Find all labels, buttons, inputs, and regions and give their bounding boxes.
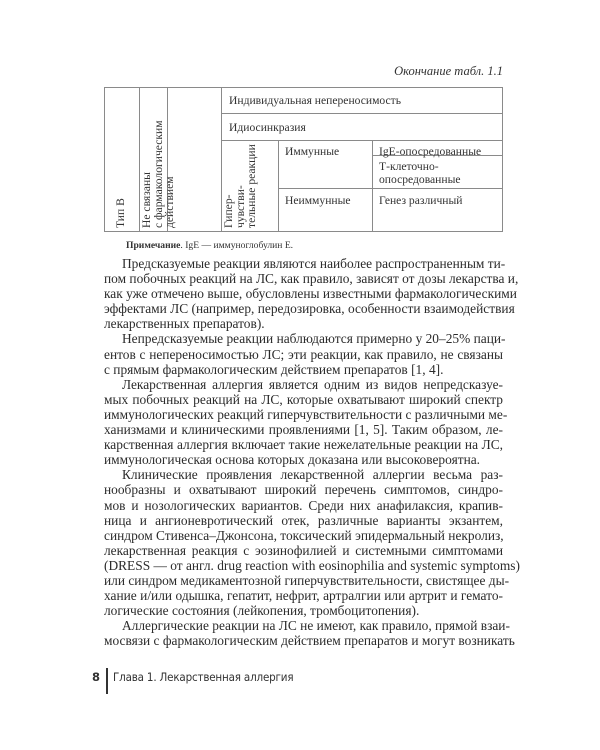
text-line: иммунологических реакций гиперчувствительности с различными ме- bbox=[104, 406, 508, 422]
text-line: Аллергические реакции на ЛС не имеют, как правило, прямой взаи- bbox=[122, 618, 510, 634]
immune-cell: Иммунные bbox=[285, 145, 340, 158]
text-line: логические состояния (лейкопения, тромбоцитопения). bbox=[104, 603, 420, 619]
type-b-label: Тип В bbox=[114, 198, 127, 228]
t-cell-mediated-cell: Т-клеточно- опосредованные bbox=[379, 160, 461, 186]
text-line: нообразны и охватывают широкий перечень симптомов, синдро- bbox=[104, 482, 503, 498]
text-line: мов и нозологических вариантов. Среди них анафилаксия, крапив- bbox=[104, 497, 503, 513]
ige-mediated-cell: IgE-опосредованные bbox=[379, 145, 482, 158]
page-number: 8 bbox=[92, 670, 101, 684]
text-line: карственная аллергия включает такие нежелательные реакции на ЛС, bbox=[104, 437, 503, 453]
text-line: или синдром медикаментозной гиперчувствительности, свистящее ды- bbox=[104, 572, 510, 588]
body-text bbox=[104, 256, 520, 649]
paragraph bbox=[104, 376, 508, 468]
text-line: синдром Стивенса–Джонсона, токсический эпидермальный некролиз, bbox=[104, 527, 504, 543]
text-line: мых побочных реакций на ЛС, которые охватывают широкий спектр bbox=[104, 391, 503, 407]
genesis-various-cell: Генез различный bbox=[379, 194, 463, 207]
text-line: пом побочных реакций на ЛС, как правило, зависят от дозы лекарства и, bbox=[104, 271, 519, 287]
text-line: Клинические проявления лекарственной аллергии весьма раз- bbox=[122, 467, 503, 483]
table-divider bbox=[221, 113, 502, 114]
text-line: как уже отмечено выше, обусловлены известными фармакологическими bbox=[104, 286, 517, 302]
paragraph bbox=[104, 256, 519, 332]
text-line: ханизмами и клиническими проявлениями [1, 5]. Таким образом, ле- bbox=[104, 422, 503, 438]
chapter-title: Глава 1. Лекарственная аллергия bbox=[112, 670, 293, 684]
individual-intolerance-cell: Индивидуальная непереносимость bbox=[229, 94, 402, 107]
text-line: (DRESS — от англ. drug reaction with eosinophilia and systemic symptoms) bbox=[104, 557, 520, 573]
hypersensitivity-label: Гипер- чувстви- тельные реакции bbox=[222, 144, 258, 228]
text-line: хание и/или одышка, гепатит, нефрит, артралгии или артрит и гемато- bbox=[104, 588, 503, 604]
paragraph bbox=[104, 331, 506, 377]
text-line: Предсказуемые реакции являются наиболее распространенным ти- bbox=[122, 256, 506, 271]
paragraph bbox=[104, 467, 520, 619]
text-line: с прямым фармакологическим действием препаратов [1, 4]. bbox=[104, 361, 444, 377]
classification-table bbox=[104, 87, 503, 232]
text-line: ница и ангионевротический отек, различные варианты экзантем, bbox=[104, 512, 503, 528]
text-line: ентов с непереносимостью ЛС; эти реакции, как правило, не связаны bbox=[104, 346, 503, 362]
text-line: лекарственная реакция с эозинофилией и системными симптомами bbox=[104, 542, 503, 558]
table-divider bbox=[221, 140, 502, 141]
text-line: эффектами ЛС (например, передозировка, особенности взаимодействия bbox=[104, 301, 515, 317]
text-line: Лекарственная аллергия является одним из видов непредсказуе- bbox=[122, 376, 503, 392]
table-divider bbox=[278, 188, 502, 189]
table-note bbox=[126, 240, 293, 251]
footer-divider bbox=[106, 668, 108, 694]
page-footer bbox=[92, 668, 313, 694]
table-continuation-label: Окончание табл. 1.1 bbox=[394, 64, 503, 78]
paragraph bbox=[104, 618, 515, 649]
table-divider bbox=[372, 140, 373, 231]
non-immune-cell: Неиммунные bbox=[285, 194, 351, 207]
text-line: Непредсказуемые реакции наблюдаются примерно у 20–25% паци- bbox=[122, 331, 506, 347]
note-label: Примечание bbox=[126, 240, 181, 251]
text-line: лекарственных препаратов). bbox=[104, 316, 265, 332]
text-line: мосвязи с фармакологическим действием препаратов и могут возникать bbox=[104, 633, 515, 649]
text-line: иммунологическая основа которых доказана или высоковероятна. bbox=[104, 452, 481, 468]
table-divider bbox=[278, 140, 279, 231]
note-text: . IgE — иммуноглобулин Е. bbox=[180, 240, 294, 251]
not-pharmacological-label: Не связаны с фармакологическим действием bbox=[140, 120, 176, 228]
idiosyncrasy-cell: Идиосинкразия bbox=[229, 121, 306, 134]
